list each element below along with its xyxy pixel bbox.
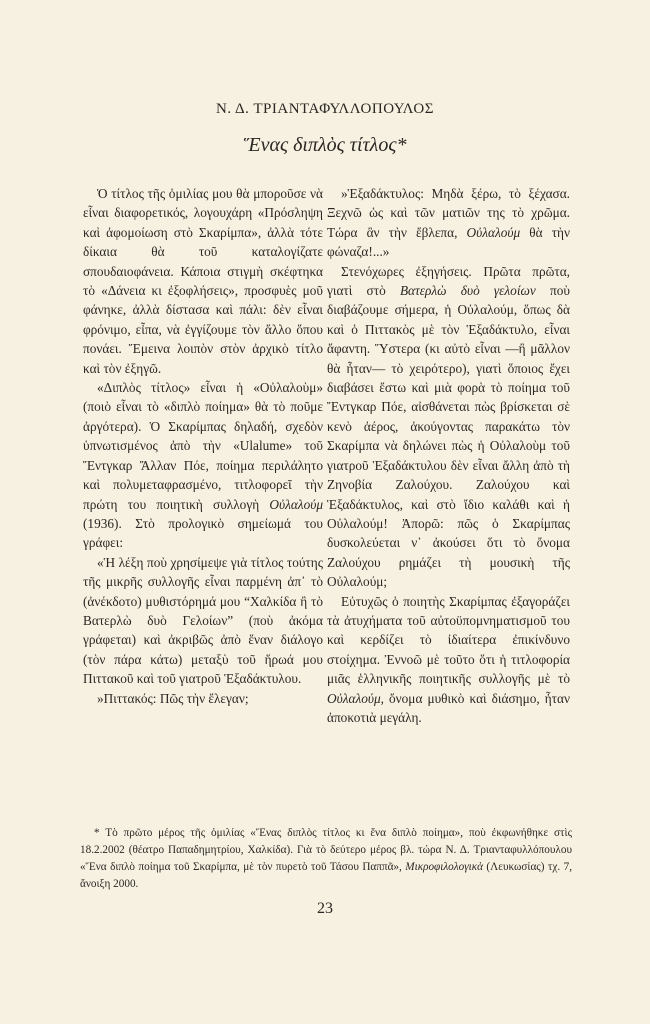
italic-title: Οὐλαλούμ xyxy=(327,690,381,706)
paragraph: Ὁ τίτλος τῆς ὁμιλίας μου θὰ μποροῦσε νὰ εἶναι διαφορετικός, λογουχάρη «Πρόσληψη καὶ ἀφομοίωση στὸ Σκαρίμπα», ἀλλὰ τότε δίκαια θὰ τοῦ καταλογίζατε σπουδαιοφάνεια. Κάποια στιγμὴ σκέφτηκα τὸ «Δάνεια κι ἐξοφλήσεις», προσφυὲς μοῦ φάνηκε, ἀλλὰ δίστασα καὶ πάλι: δὲν εἶναι φρόνιμο, εἶπα, νὰ ἐγγίζουμε τὸν ἄλλο ὅπου πονάει. Ἔμεινα λοιπὸν στὸν ἀρχικὸ τίτλο καὶ τὸν ἐξηγῶ. xyxy=(83,186,323,376)
journal-title: Μικροφιλολογικὰ xyxy=(405,861,483,873)
page-number: 23 xyxy=(317,900,333,917)
footnote: * Τὸ πρῶτο μέρος τῆς ὁμιλίας «Ἕνας διπλὸς τίτλος κι ἕνα διπλὸ ποίημα», ποὺ ἐκφωνήθηκε στὶς 18.2.2002 (θέατρο Παπαδημητρίου, Χαλκίδα). Γιὰ τὸ δεύτερο μέρος βλ. τώρα Ν. Δ. Τριανταφυλλόπουλου «Ἕνα διπλὸ ποίημα τοῦ Σκαρίμπα, μὲ τὸν πυρετὸ τοῦ Τάσου Παππᾶ», Μικροφιλολογικὰ (Λευκωσίας) τχ. 7, ἄνοιξη 2000. xyxy=(80,827,573,890)
italic-title: Οὐλαλούμ xyxy=(269,496,323,512)
quote-paragraph: »Ἑξαδάκτυλος: Μηδὰ ξέρω, τὸ ξέχασα. Ξεχνῶ ὡς καὶ τῶν ματιῶν της τὸ χρῶμα. Τώρα ἂν τὴν ἔβλεπα, Οὐλαλούμ θὰ τὴν φώναζα!...» xyxy=(327,186,571,260)
author-name: Ν. Δ. ΤΡΙΑΝΤΑΦΥΛΛΟΠΟΥΛΟΣ xyxy=(215,101,434,117)
left-column xyxy=(83,184,323,708)
article-title: Ἕνας διπλὸς τίτλος* xyxy=(243,134,407,156)
quote-paragraph: »Πιττακός: Πῶς τὴν ἔλεγαν; xyxy=(97,690,249,706)
italic-title: Οὐλαλούμ xyxy=(466,224,521,240)
right-column xyxy=(327,184,570,727)
italic-title: Βατερλὼ δυὸ γελοίων xyxy=(399,283,536,299)
paragraph: «Διπλὸς τίτλος» εἶναι ἡ «Οὐλαλοὺμ» (ποιὸ εἶναι τὸ «διπλὸ ποίημα» θὰ τὸ ποῦμε ἀργότερα). Ὁ Σκαρίμπας δηλαδή, σχεδὸν ὑπνωτισμένος ἀπὸ τὴν «Ulalume» τοῦ Ἔντγκαρ Ἄλλαν Πόε, ποίημα περιλάλητο καὶ πολυμεταφρασμένο, τιτλοφορεῖ τὴν πρώτη του ποιητικὴ συλλογὴ Οὐλαλούμ (1936). Στὸ προλογικὸ σημείωμά του γράφει: xyxy=(83,380,323,551)
quote-paragraph: «Ἡ λέξη ποὺ χρησίμεψε γιὰ τίτλος τούτης τῆς μικρῆς συλλογῆς εἶναι παρμένη ἀπ᾽ τὸ (ἀνέκδοτο) μυθιστόρημά μου “Χαλκίδα ἢ τὸ Βατερλὼ δυὸ Γελοίων” (ποὺ ἀκόμα γράφεται) καὶ ἀκριβῶς ἀπὸ ἕναν διάλογο (τὸν πάρα κάτω) μεταξὺ τοῦ ἥρωά μου Πιττακοῦ καὶ τοῦ γιατροῦ Ἑξαδάκτυλου. xyxy=(83,554,323,687)
paragraph: Εὐτυχῶς ὁ ποιητὴς Σκαρίμπας ἐξαγοράζει τὰ ἀτυχήματα τοῦ αὐτοϋπομνηματισμοῦ του καὶ κερδίζει τὸ ἰδιαίτερα ἐπικίνδυνο στοίχημα. Ἐννοῶ μὲ τοῦτο ὅτι ἡ τιτλοφορία μιᾶς ἑλληνικῆς ποιητικῆς συλλογῆς μὲ τὸ Οὐλαλούμ, ὄνομα μυθικὸ καὶ διάσημο, ἦταν ἀποκοτιὰ μεγάλη. xyxy=(327,593,570,725)
paragraph: Στενόχωρες ἐξηγήσεις. Πρῶτα πρῶτα, γιατὶ στὸ Βατερλὼ δυὸ γελοίων ποὺ διαβάζουμε σήμερα, ἡ Οὐλαλούμ, ὅπως δὰ καὶ ὁ Πιττακὸς μὲ τὸν Ἑξαδάκτυλο, εἶναι ἄφαντη. Ὕστερα (κι αὐτὸ εἶναι —ἢ μᾶλλον θὰ ἦταν— τὸ χειρότερο), γιατὶ ὅποιος ἔχει διαβάσει ἔστω καὶ μιὰ φορὰ τὸ ποίημα τοῦ Ἔντγκαρ Πόε, αἰσθάνεται πὼς βρίσκεται σὲ κενὸ ἀέρος, ἀκούγοντας παρακάτω τὸν Σκαρίμπα νὰ δηλώνει πὼς ἡ Οὐλαλοὺμ τοῦ γιατροῦ Ἑξαδάκτυλου δὲν εἶναι ἄλλη ἀπὸ τὴ Ζηνοβία Ζαλούχου. Ζαλούχου καὶ Ἑξαδάκτυλος, καὶ στὸ ἴδιο καλάθι καὶ ἡ Οὐλαλούμ! Ἀπορῶ: πῶς ὁ Σκαρίμπας δυσκολεύεται ν᾽ ἀκούσει ὅτι τὸ ὄνομα Ζαλούχου ρημάζει τὴ μουσικὴ τῆς Οὐλαλούμ; xyxy=(327,263,570,590)
